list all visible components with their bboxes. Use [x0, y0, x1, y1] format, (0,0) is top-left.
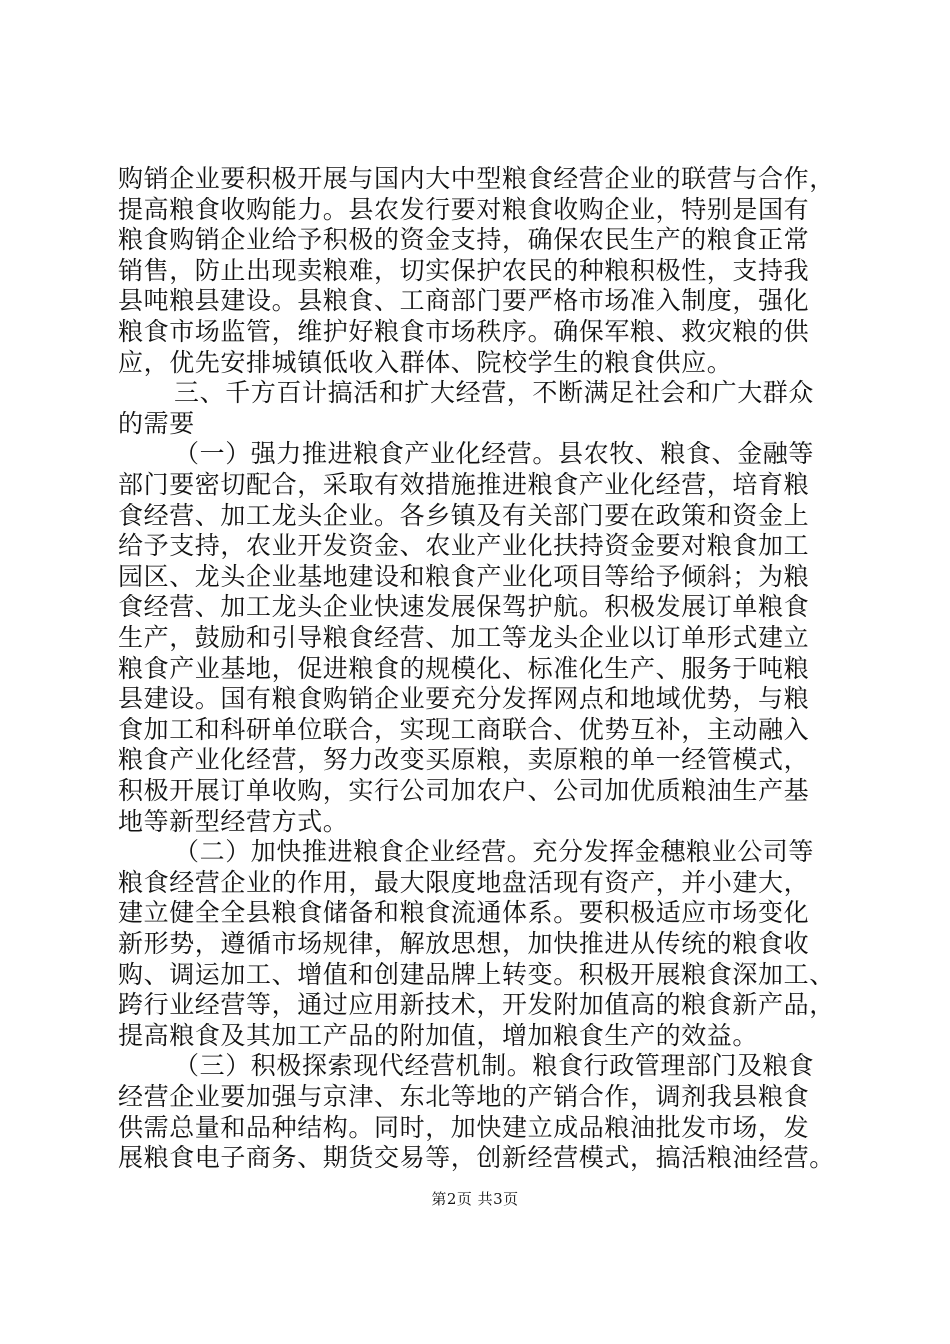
line-07: 应，优先安排城镇低收入群体、院校学生的粮食供应。 [118, 347, 733, 377]
line-01: 购销企业要积极开展与国内大中型粮食经营企业的联营与合作， [118, 164, 835, 193]
line-20: 粮食产业化经营，努力改变买原粮，卖原粮的单一经管模式， [118, 745, 810, 775]
line-06: 粮食市场监管，维护好粮食市场秩序。确保军粮、救灾粮的供 [118, 317, 810, 346]
line-04: 销售，防止出现卖粮难，切实保护农民的种粮积极性，支持我 [118, 255, 810, 285]
line-18: 县建设。国有粮食购销企业要充分发挥网点和地域优势，与粮 [118, 684, 810, 714]
line-14: 园区、龙头企业基地建设和粮食产业化项目等给予倾斜；为粮 [118, 561, 810, 591]
line-19: 食加工和科研单位联合，实现工商联合、优势互补，主动融入 [118, 714, 810, 744]
line-28: 跨行业经营等，通过应用新技术，开发附加值高的粮食新产品， [118, 990, 835, 1020]
page-number-footer: 第2页 共3页 [431, 1189, 519, 1208]
line-24: 粮食经营企业的作用，最大限度地盘活现有资产，并小建大， [118, 867, 810, 897]
line-13: 给予支持，农业开发资金、农业产业化扶持资金要对粮食加工 [118, 531, 810, 561]
line-11: 部门要密切配合，采取有效措施推进粮食产业化经营，培育粮 [118, 470, 810, 499]
line-09: 的需要 [118, 408, 195, 438]
line-25: 建立健全全县粮食储备和粮食流通体系。要积极适应市场变化 [118, 898, 810, 928]
line-21: 积极开展订单收购，实行公司加农户、公司加优质粮油生产基 [118, 776, 810, 805]
para-3-start: （三）积极探索现代经营机制。粮食行政管理部门及粮食 [174, 1051, 815, 1081]
line-33: 展粮食电子商务、期货交易等，创新经营模式，搞活粮油经营。 [118, 1143, 835, 1173]
line-22: 地等新型经营方式。 [118, 806, 349, 836]
line-17: 粮食产业基地，促进粮食的规模化、标准化生产、服务于吨粮 [118, 653, 810, 683]
line-02: 提高粮食收购能力。县农发行要对粮食收购企业，特别是国有 [118, 194, 810, 224]
line-27: 购、调运加工、增值和创建品牌上转变。积极开展粮食深加工、 [118, 959, 835, 989]
para-1-start: （一）强力推进粮食产业化经营。县农牧、粮食、金融等 [174, 439, 815, 469]
line-05: 县吨粮县建设。县粮食、工商部门要严格市场准入制度，强化 [118, 286, 810, 316]
line-12: 食经营、加工龙头企业。各乡镇及有关部门要在政策和资金上 [118, 500, 810, 530]
line-31: 经营企业要加强与京津、东北等地的产销合作，调剂我县粮食 [118, 1082, 810, 1111]
line-16: 生产，鼓励和引导粮食经营、加工等龙头企业以订单形式建立 [118, 623, 810, 652]
line-03: 粮食购销企业给予积极的资金支持，确保农民生产的粮食正常 [118, 225, 810, 255]
section-heading: 三、千方百计搞活和扩大经营，不断满足社会和广大群众 [174, 378, 815, 408]
line-29: 提高粮食及其加工产品的附加值，增加粮食生产的效益。 [118, 1020, 759, 1050]
para-2-start: （二）加快推进粮食企业经营。充分发挥金穗粮业公司等 [174, 837, 815, 867]
line-32: 供需总量和品种结构。同时，加快建立成品粮油批发市场，发 [118, 1112, 810, 1142]
line-15: 食经营、加工龙头企业快速发展保驾护航。积极发展订单粮食 [118, 592, 810, 622]
line-26: 新形势，遵循市场规律，解放思想，加快推进从传统的粮食收 [118, 929, 810, 958]
